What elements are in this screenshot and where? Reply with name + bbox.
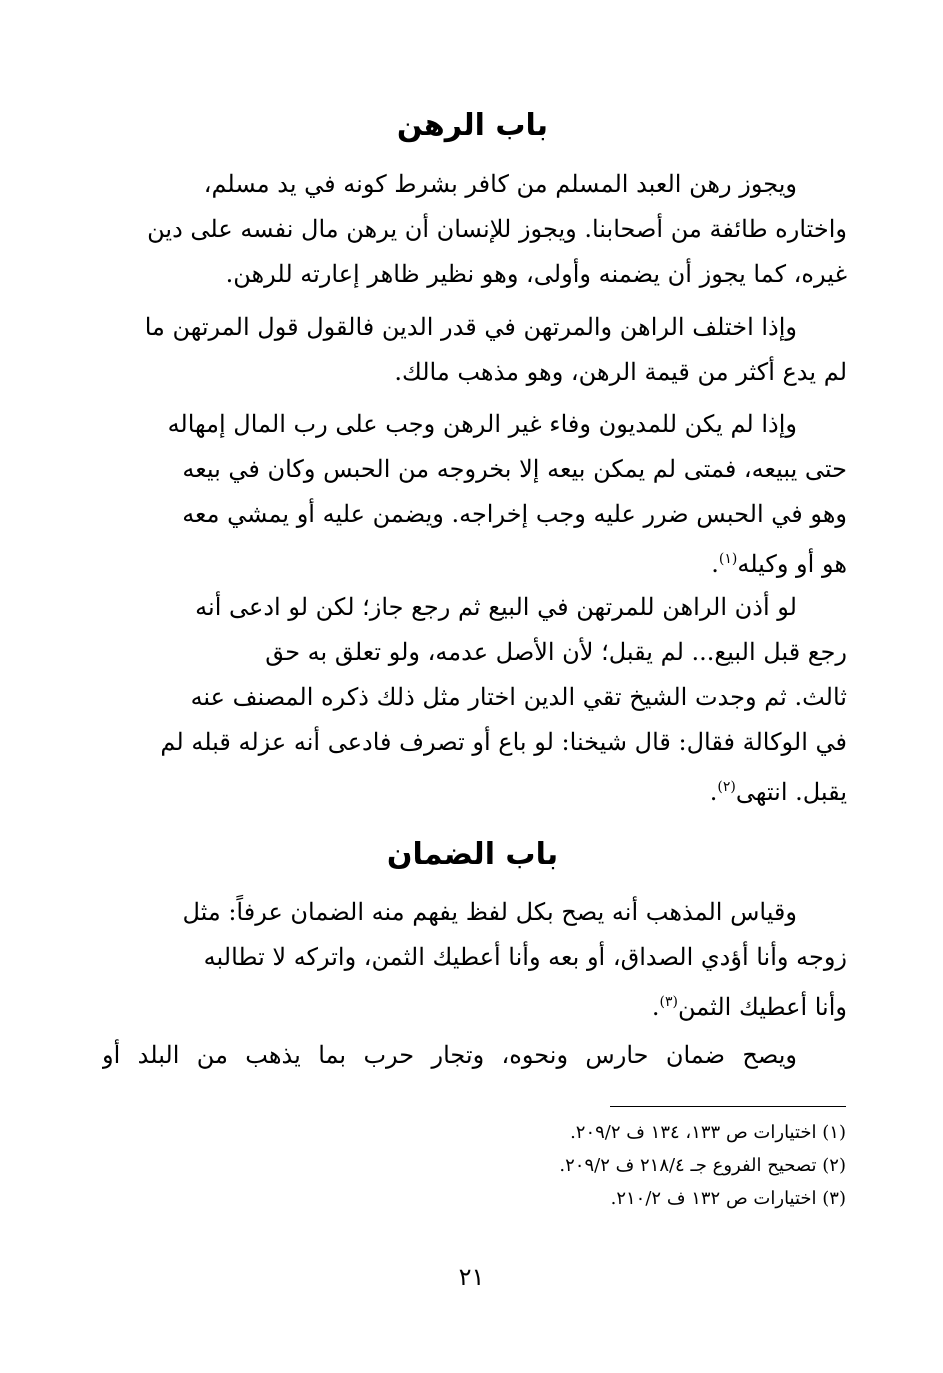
text-line [102, 765, 847, 815]
footnote-divider [610, 1106, 846, 1107]
text-line: واختاره طائفة من أصحابنا. ويجوز للإنسان أن يرهن مال نفسه على دين [147, 215, 847, 243]
paragraph [102, 162, 847, 297]
text-line: حتى يبيعه، فمتى لم يمكن بيعه إلا بخروجه من الحبس وكان في بيعه [182, 455, 847, 483]
paragraph [102, 402, 847, 587]
footnote-ref: (٢) [717, 779, 736, 795]
text-line: في الوكالة فقال: قال شيخنا: لو باع أو تصرف فادعى أنه عزله قبله لم [160, 728, 847, 756]
text-line: لم يدع أكثر من قيمة الرهن، وهو مذهب مالك. [394, 358, 847, 386]
text-line: ثالث. ثم وجدت الشيخ تقي الدين اختار مثل ذلك ذكره المصنف عنه [190, 683, 847, 711]
footnote-1: (١) اختيارات ص ١٣٣، ١٣٤ ف ٢٠٩/٢. [570, 1122, 846, 1143]
section-heading-guarantee: باب الضمان [386, 837, 559, 872]
paragraph [102, 585, 847, 815]
text-line: وقياس المذهب أنه يصح بكل لفظ يفهم منه الضمان عرفاً: مثل [182, 898, 797, 926]
text-line: ويصح ضمان حارس ونحوه، وتجار حرب بما يذهب من البلد أو [102, 1041, 797, 1069]
line-text: وأنا أعطيك الثمن [677, 993, 847, 1021]
text-line [102, 980, 847, 1030]
text-line: رجع قبل البيع... لم يقبل؛ لأن الأصل عدمه، ولو تعلق به حق [265, 638, 847, 666]
text-line: زوجه وأنا أؤدي الصداق، أو بعه وأنا أعطيك الثمن، واتركه لا تطالبه [203, 943, 847, 971]
full-stop: . [651, 993, 660, 1021]
full-stop: . [709, 778, 718, 806]
text-line: وهو في الحبس ضرر عليه وجب إخراجه. ويضمن عليه أو يمشي معه [182, 500, 847, 528]
paragraph [102, 305, 847, 395]
footnote-ref: (٣) [659, 994, 678, 1010]
line-text: يقبل. انتهى [735, 778, 847, 806]
text-line: ويجوز رهن العبد المسلم من كافر بشرط كونه في يد مسلم، [203, 170, 797, 198]
footnote-ref: (١) [718, 551, 738, 567]
paragraph [102, 890, 847, 1030]
text-line [102, 537, 847, 587]
text-line: غيره، كما يجوز أن يضمنه وأولى، وهو نظير ظاهر إعارته للرهن. [225, 260, 847, 288]
section-heading-pledge: باب الرهن [396, 108, 549, 143]
footnote-2: (٢) تصحيح الفروع جـ ٢١٨/٤ ف ٢٠٩/٢. [559, 1155, 846, 1176]
page-number: ٢١ [458, 1263, 485, 1291]
full-stop: . [711, 550, 719, 578]
footnote-3: (٣) اختيارات ص ١٣٢ ف ٢١٠/٢. [610, 1188, 846, 1209]
text-line: وإذا لم يكن للمديون وفاء غير الرهن وجب على رب المال إمهاله [167, 410, 797, 438]
paragraph [102, 1033, 847, 1078]
text-line: لو أذن الراهن للمرتهن في البيع ثم رجع جاز؛ لكن لو ادعى أنه [195, 593, 797, 621]
line-text: هو أو وكيله [737, 550, 847, 578]
text-line: وإذا اختلف الراهن والمرتهن في قدر الدين فالقول قول المرتهن ما [144, 313, 797, 341]
